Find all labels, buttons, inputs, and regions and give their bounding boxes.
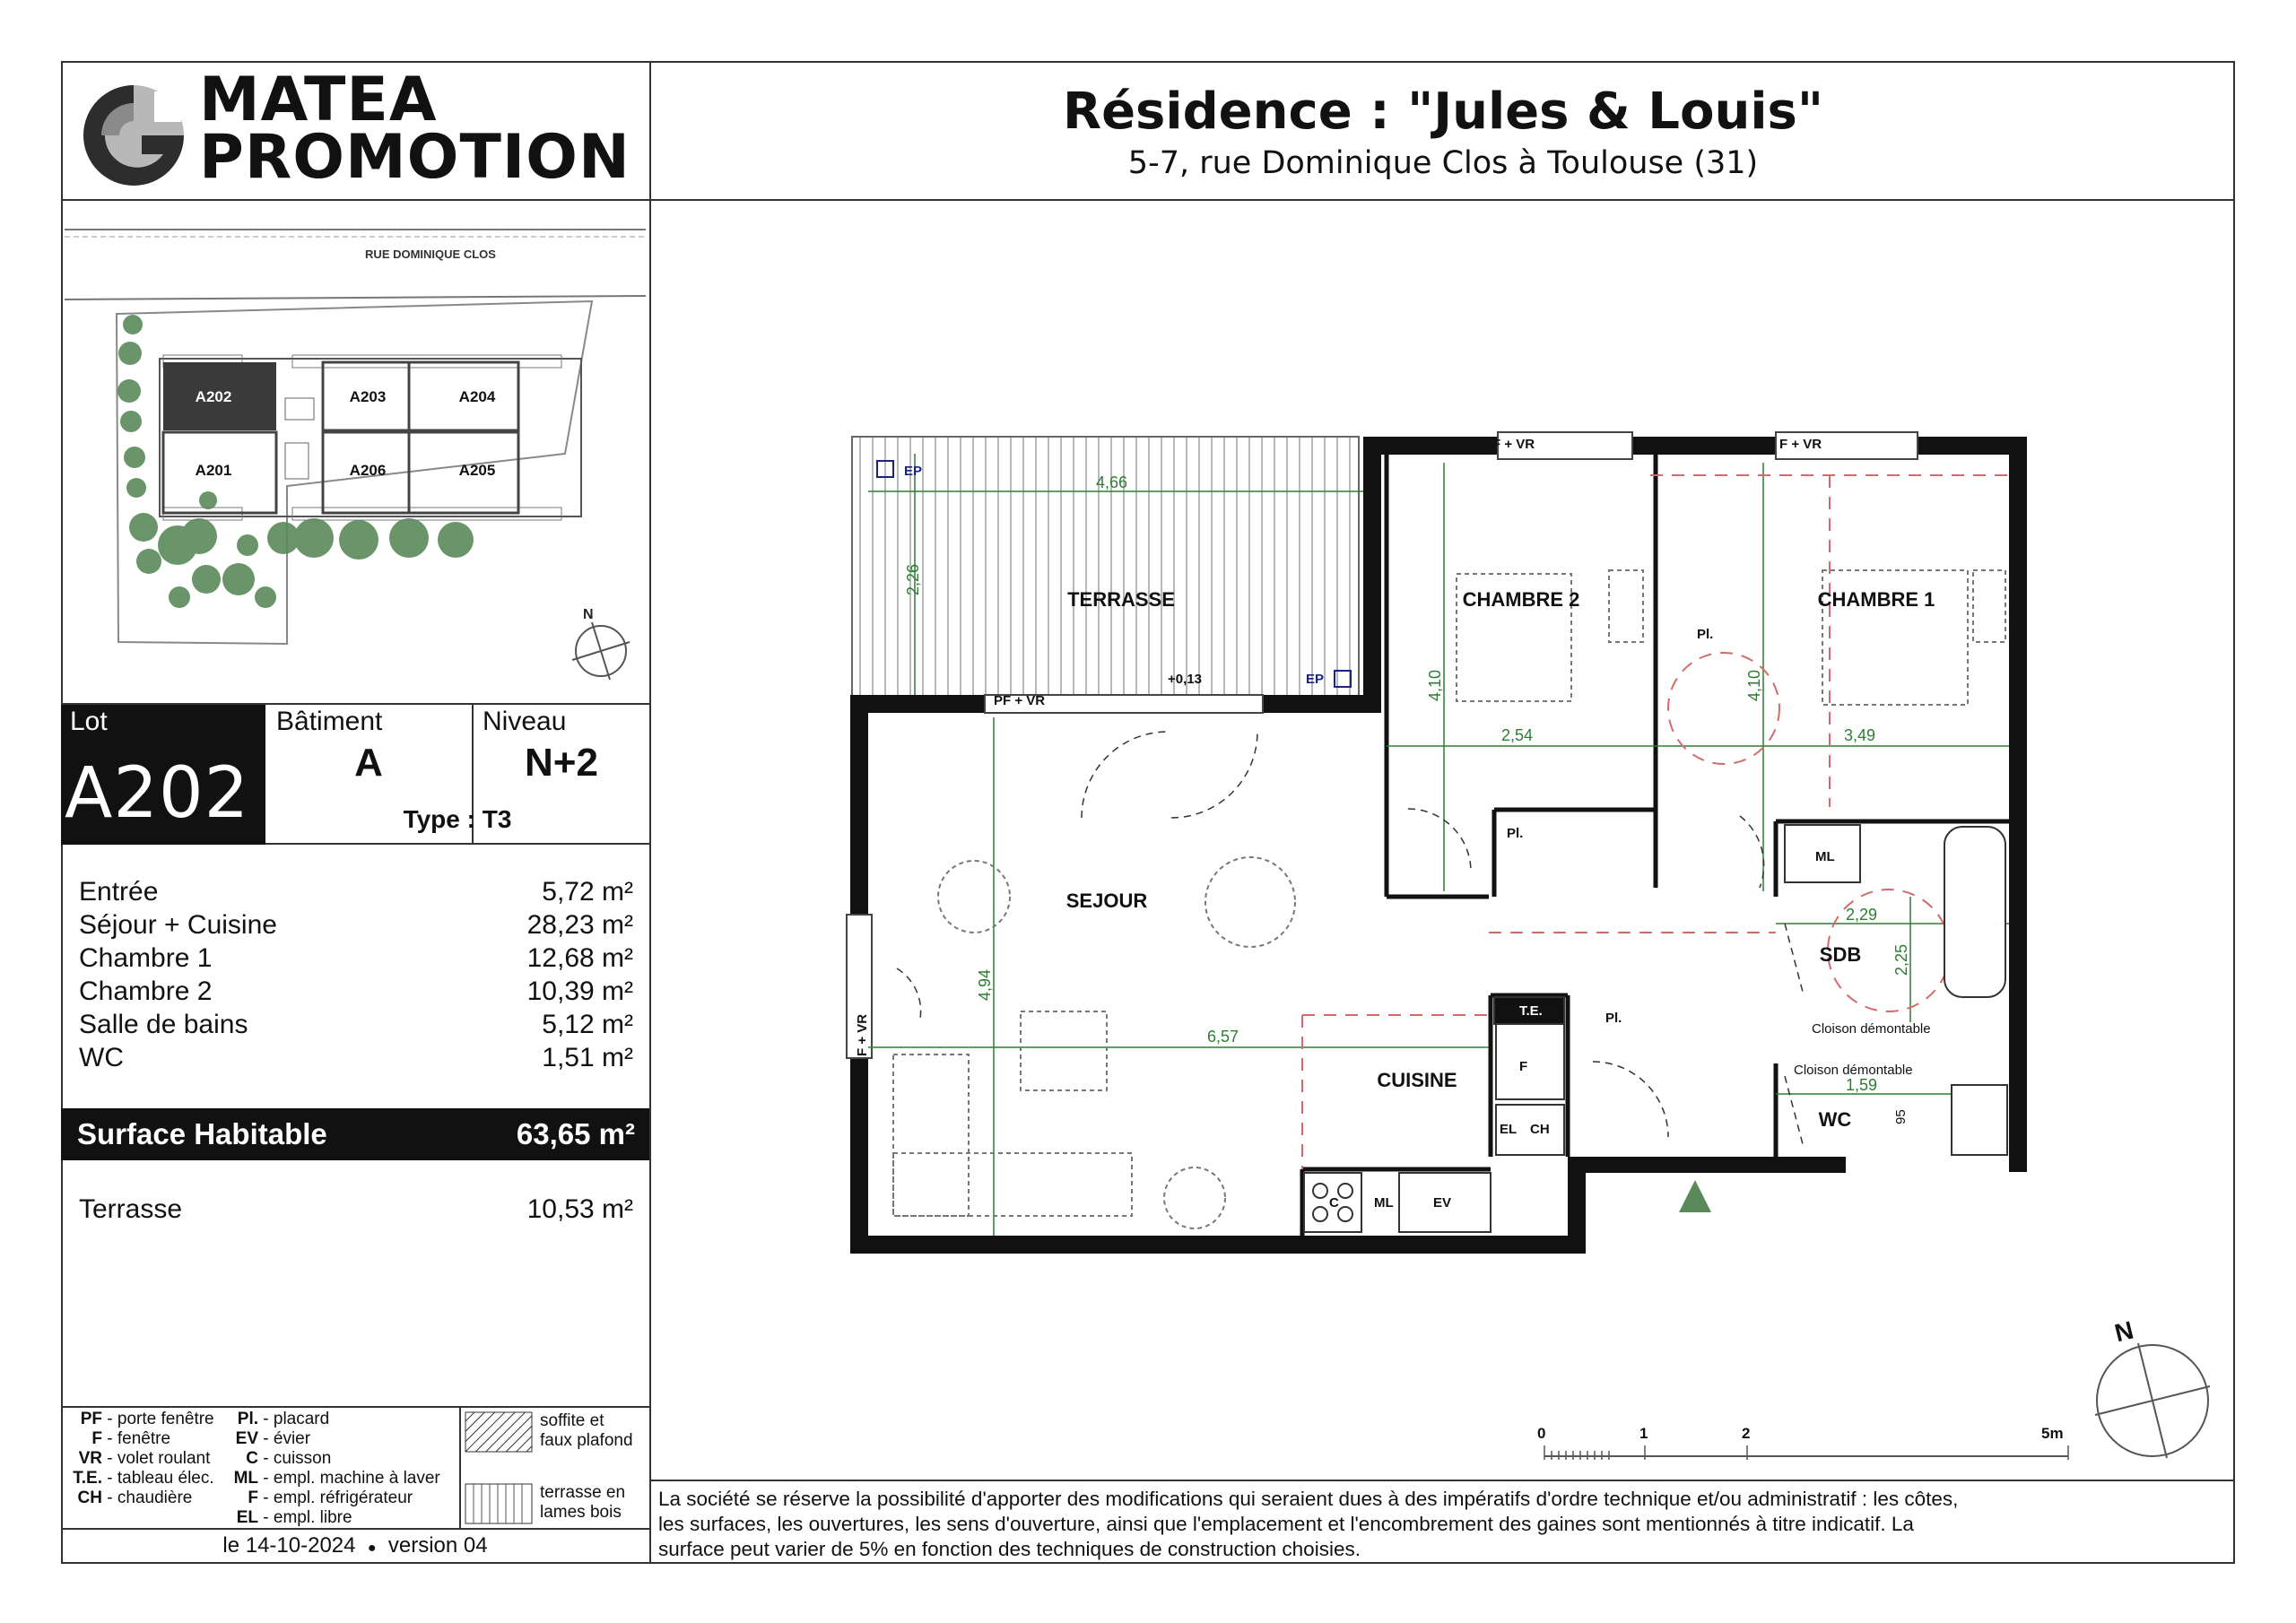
surface-name: Chambre 1 [79,943,213,973]
site-lot-a205: A205 [458,462,496,479]
surface-value: 28,23 m² [526,910,633,940]
surface-name: Salle de bains [79,1010,248,1039]
label-ch: CH [1530,1122,1550,1137]
label-pl: Pl. [1697,627,1714,642]
lot-label: Lot [70,707,108,736]
entrance-arrow-icon [1679,1180,1711,1212]
scale-tick-5m: 5m [2041,1425,2064,1442]
total-surface-label: Surface Habitable [77,1117,327,1150]
scale-tick-2: 2 [1742,1425,1751,1442]
label-c: C [1329,1195,1339,1211]
site-lot-a206: A206 [349,462,387,479]
legend-text: - porte fenêtre [107,1410,214,1428]
room-sejour: SEJOUR [1065,890,1148,912]
door-swings [897,732,1803,1144]
disclaimer-line1: La société se réserve la possibilité d'apporter des modifications qui seraient dues à des impératifs d'ordre technique et/ou administratif : les côtes, [658,1488,1959,1510]
terrace-value: 10,53 m² [526,1194,633,1224]
footer-date: le 14-10-2024 [222,1533,356,1558]
room-terrasse: TERRASSE [1067,588,1175,611]
surface-value: 12,68 m² [526,943,633,973]
site-lot-a202: A202 [195,388,232,405]
label-el: EL [1500,1122,1518,1137]
legend-code: EL [236,1508,258,1527]
hatch-soffite-line2: faux plafond [540,1431,633,1450]
lot-value: A202 [65,753,250,834]
dim-chambre1-height: 4,10 [1745,669,1763,701]
label-wc-dim: 95 [1893,1109,1909,1124]
dim-terrasse-width: 4,66 [1096,473,1128,491]
site-street-label: RUE DOMINIQUE CLOS [365,247,496,261]
dim-chambre1-width: 3,49 [1844,726,1876,744]
footer-bullet: ● [367,1541,377,1556]
label-ml: ML [1374,1195,1394,1211]
label-f-vr: F + VR [1492,437,1535,452]
legend-code: T.E. [73,1469,102,1488]
north-arrow-icon [2095,1315,2210,1458]
site-lot-a204: A204 [458,388,496,405]
site-lot-a203: A203 [349,388,387,405]
dim-chambre2-width: 2,54 [1501,726,1534,744]
disclaimer-line3: surface peut varier de 5% en fonction des techniques de construction choisies. [658,1538,1361,1560]
dim-sejour-width: 6,57 [1207,1028,1239,1046]
building-value: A [354,741,383,785]
hatch-lames-line1: terrasse en [540,1483,626,1502]
dim-chambre2-height: 4,10 [1426,669,1444,701]
label-cloison-2: Cloison démontable [1794,1063,1913,1078]
legend-text: - chaudière [107,1488,193,1507]
dim-terrasse-height: 2,26 [904,563,922,595]
label-f: F [1519,1059,1528,1074]
level-value: N+2 [525,741,598,785]
dim-sdb-height: 2,25 [1892,943,1910,976]
lot-type: Type : T3 [403,805,512,833]
legend-text: - fenêtre [107,1429,171,1448]
legend-code: VR [78,1449,102,1468]
label-pl: Pl. [1507,826,1524,841]
label-f-vr: F + VR [1779,437,1822,452]
legend-code: EV [235,1429,258,1448]
legend-text: - empl. réfrigérateur [263,1488,413,1507]
room-wc: WC [1818,1108,1852,1131]
surface-value: 1,51 m² [542,1043,633,1072]
surface-value: 5,12 m² [542,1010,633,1039]
legend-code: PF [80,1410,102,1428]
legend-text: - évier [263,1429,311,1448]
surface-name: WC [79,1043,124,1072]
legend-text: - tableau élec. [107,1469,214,1488]
hatch-lames-line2: lames bois [540,1503,622,1522]
room-sdb: SDB [1819,943,1862,966]
legend-code: C [246,1449,258,1468]
scale-tick-0: 0 [1537,1425,1546,1442]
residence-address: 5-7, rue Dominique Clos à Toulouse (31) [1127,145,1759,181]
hatch-soffite-line1: soffite et [540,1411,604,1430]
label-ep: EP [1306,672,1325,687]
label-level: +0,13 [1168,672,1202,687]
label-pf-vr: PF + VR [994,693,1046,708]
legend-code: F [91,1429,102,1448]
label-ml: ML [1815,849,1835,864]
surface-name: Entrée [79,877,159,907]
legend-text: - empl. libre [263,1508,352,1527]
label-cloison-1: Cloison démontable [1812,1021,1931,1037]
label-f-vr: F + VR [855,1013,870,1056]
surface-value: 5,72 m² [542,877,633,907]
legend-text: - empl. machine à laver [263,1469,440,1488]
building-label: Bâtiment [276,707,383,736]
label-pl: Pl. [1605,1011,1622,1026]
footer-version-label: version 04 [387,1533,488,1558]
legend-code: Pl. [237,1410,258,1428]
north-label: N [2111,1315,2136,1348]
room-cuisine: CUISINE [1377,1069,1457,1091]
surface-value: 10,39 m² [526,976,633,1006]
legend-code: F [248,1488,258,1507]
label-ep: EP [904,464,923,479]
site-north-label: N [583,607,594,622]
scale-bar [1537,1425,2068,1460]
surface-name: Séjour + Cuisine [79,910,277,940]
brand-line2: PROMOTION [199,122,631,193]
level-label: Niveau [483,707,567,736]
legend-code: ML [233,1469,258,1488]
room-chambre1: CHAMBRE 1 [1817,588,1935,611]
dim-sejour-height: 4,94 [976,968,994,1001]
label-te: T.E. [1519,1003,1543,1019]
room-chambre2: CHAMBRE 2 [1462,588,1580,611]
total-surface-value: 63,65 m² [516,1117,635,1150]
site-lot-a201: A201 [195,462,232,479]
scale-tick-1: 1 [1639,1425,1648,1442]
disclaimer-line2: les surfaces, les ouvertures, les sens d'ouverture, ainsi que l'emplacement et l'encombrement des gaines sont mentionnés à titre indicatif. La [658,1513,1914,1535]
legend-code: CH [77,1488,102,1507]
terrace-label: Terrasse [79,1194,183,1224]
brand-line1: MATEA [199,65,438,135]
label-ev: EV [1433,1195,1452,1211]
surface-name: Chambre 2 [79,976,213,1006]
legend-text: - volet roulant [107,1449,211,1468]
legend-text: - placard [263,1410,330,1428]
legend-text: - cuisson [263,1449,332,1468]
residence-title: Résidence : "Jules & Louis" [1062,82,1824,141]
dim-sdb-width: 2,29 [1846,906,1878,924]
dim-wc-width: 1,59 [1846,1076,1878,1094]
